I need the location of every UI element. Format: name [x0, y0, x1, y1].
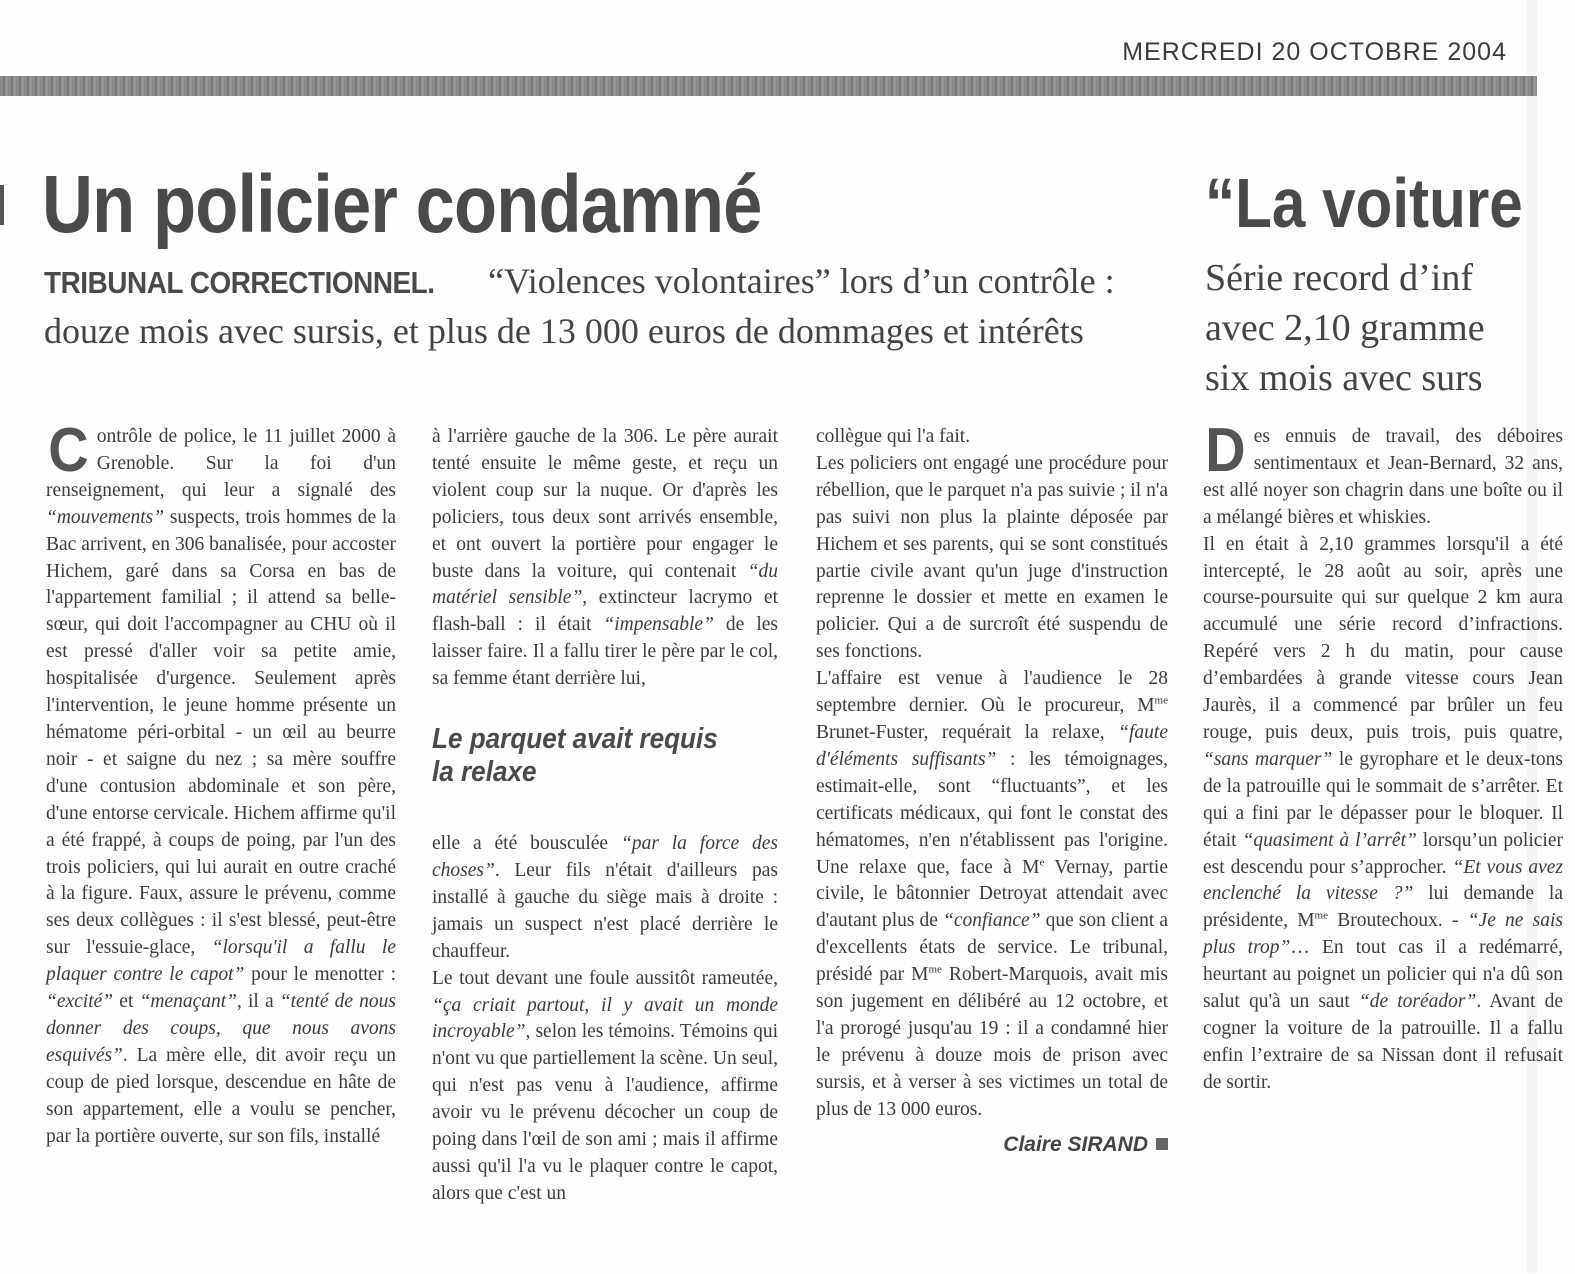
side-article-deck	[1205, 253, 1537, 403]
issue-date: MERCREDI 20 OCTOBRE 2004	[1122, 38, 1507, 66]
header-band	[0, 76, 1537, 96]
article-subhead: Le parquet avait requis la relaxe	[432, 723, 718, 789]
quoted-italic-text: “confiance”	[943, 910, 1041, 932]
article-paragraph	[46, 416, 397, 1150]
body-text: pour le menotter :	[244, 964, 397, 986]
superscript-text: e	[1039, 856, 1045, 868]
article-paragraph	[816, 424, 1168, 451]
body-text: L'affaire est venue à l'audience le 28 septembre dernier. Où le procureur, M	[816, 668, 1168, 717]
body-text: ontrôle de police, le 11 juillet 2000 à Grenoble. Sur la foi d'un renseignement, qui leur a signalé des	[46, 426, 396, 501]
quoted-italic-text: “quasiment à l’arrêt”	[1242, 829, 1417, 851]
quoted-italic-text: “du matériel sensible”	[432, 560, 778, 609]
body-text: à l'arrière gauche de la 306. Le père aurait tenté ensuite le même geste, et reçu un violent coup sur la nuque. Or d'après les policiers, tous deux sont arrivés ensemble, et ont ouvert la portière pour engager le buste dans la voiture, qui contenait	[432, 426, 778, 582]
quoted-italic-text: “Et vous avez enclenché la vitesse ?”	[1203, 856, 1563, 905]
body-text: Les policiers ont engagé une procédure pour rébellion, que le parquet n'a pas suivie ; il n'a pas suivi non plus la plainte déposée par Hichem et ses parents, qui se sont constitués partie civile avant qu'un juge d'instruction reprenne le dossier et mette en examen le policier. Qui a de surcroît été suspendu de ses fonctions.	[816, 452, 1168, 663]
quoted-italic-text: “menaçant”	[139, 991, 237, 1013]
article-paragraph	[432, 831, 778, 966]
quoted-italic-text: “par la force des choses”	[432, 833, 778, 881]
body-text: Brunet-Fuster, requérait la relaxe,	[816, 721, 1119, 743]
side-article-headline	[1205, 160, 1537, 250]
body-text: de les laisser faire. Il a fallu tirer le père par le col, sa femme étant derrière lui,	[432, 614, 778, 690]
article-paragraph	[432, 966, 778, 1208]
body-text: suspects, trois hommes de la Bac arrivent, en 306 banalisée, pour accoster Hichem, garé dans sa Corsa en bas de l'appartement familial ; il attend sa belle-sœur, qui doit l'accompagner au CHU où il est pressé d'aller voir sa petite amie, hospitalisée d'urgence. Seulement après l'intervention, le jeune homme présente un hématome péri-orbital - un œil au beurre noir - et saigne du nez ; sa mère souffre d'une contusion abdominale et son père, d'une entorse cervicale. Hichem affirme qu'il a été frappé, à coups de poing, par l'un des trois policiers, qui lui aurait en outre craché à la figure. Faux, assure le prévenu, comme ses deux collègues : il s'est blessé, peut-être sur l'essuie-glace,	[46, 506, 396, 959]
article-kicker: TRIBUNAL CORRECTIONNEL.	[44, 265, 435, 300]
body-text: Robert-Marquois, avait mis son jugement en délibéré au 12 octobre, et l'a prorogé jusqu'au 19 : il a condamné hier le prévenu à douze mois de prison avec sursis, et à verser à ses victimes un total de plus de 13 000 euros.	[816, 964, 1168, 1120]
article-column-3	[816, 424, 1168, 1158]
superscript-text: me	[1154, 694, 1168, 707]
article-paragraph	[432, 424, 778, 693]
body-text: : les témoignages, estimait-elle, sont “fluctuants”, et les certificats médicaux, qui font le constat des hématomes, n'en n'établissent pas l'origine. Une relaxe que, face à M	[816, 748, 1168, 878]
article-paragraph	[816, 666, 1168, 1123]
body-text: Il en était à 2,10 grammes lorsqu'il a été intercepté, le 28 août au soir, après une course-poursuite qui sur quelque 2 km aura accumulé une série record d’infractions. Repéré vers 2 h du matin, pour cause d’embardées à grande vitesse cours Jean Jaurès, il a commencé par brûler un feu rouge, puis deux, puis trois, puis quatre,	[1203, 533, 1563, 743]
byline	[816, 1132, 1168, 1159]
side-article-column	[1203, 416, 1564, 1274]
quoted-italic-text: “faute d'éléments suffisants”	[816, 721, 1168, 770]
drop-cap: C	[48, 416, 89, 485]
quoted-italic-text: “mouvements”	[46, 506, 165, 528]
column-edge-mark	[0, 185, 4, 225]
body-text: . Avant de cogner la voiture de la patrouille. Il a fallu enfin l’extraire de sa Nissan dont il refusait de sortir.	[1203, 991, 1563, 1093]
body-text: … En tout cas il a redémarré, heurtant au poignet un policier qui n'a dû son salut qu'à un saut	[1203, 937, 1564, 1013]
quoted-italic-text: “tenté de nous donner des coups, que nous avons esquivés”	[46, 991, 397, 1066]
body-text: . Leur fils n'était d'ailleurs pas installé à gauche du siège mais à droite : jamais un suspect n'est placé derrière le chauffeur.	[432, 859, 778, 962]
body-text: lui demande la présidente, M	[1203, 883, 1564, 932]
body-text: , selon les témoins. Témoins qui n'ont vu que partiellement la scène. Un seul, qui n'est pas venu à l'audience, affirme avoir vu le prévenu décocher un coup de poing dans l'œil de son ami ; mais il affirme aussi qu'il l'a vu le plaquer contre le capot, alors que c'est un	[432, 1021, 778, 1204]
article-column-2	[432, 424, 778, 1208]
quoted-italic-text: “excité”	[46, 991, 114, 1013]
body-text: Le tout devant une foule aussitôt rameutée,	[432, 967, 778, 989]
drop-cap: D	[1205, 416, 1246, 485]
body-text: collègue qui l'a fait.	[816, 426, 971, 447]
quoted-italic-text: “sans marquer”	[1203, 748, 1333, 770]
article-paragraph	[1203, 416, 1563, 532]
article-paragraph	[816, 451, 1168, 666]
body-text: Broutechoux. -	[1328, 910, 1468, 932]
author-name: Claire SIRAND	[1003, 1132, 1148, 1156]
article-paragraph	[1203, 532, 1563, 1097]
side-headline-text: “La voiture	[1205, 164, 1523, 242]
side-deck-line: Série record d’inf	[1205, 257, 1473, 299]
quoted-italic-text: “impensable”	[603, 614, 714, 636]
body-text: et	[113, 991, 140, 1013]
end-mark-icon	[1156, 1138, 1168, 1150]
article-headline: Un policier condamné	[42, 159, 762, 250]
quoted-italic-text: “Je ne sais plus trop”	[1203, 910, 1563, 959]
body-text: Vernay, partie civile, le bâtonnier Detroyat attendait avec d'autant plus de	[816, 856, 1168, 932]
body-text: que son client a d'excellents états de service. Le tribunal, présidé par M	[816, 910, 1168, 986]
quoted-italic-text: “ça criait partout, il y avait un monde incroyable”	[432, 994, 778, 1043]
superscript-text: me	[928, 963, 942, 976]
quoted-italic-text: “lorsqu'il a fallu le plaquer contre le capot”	[46, 937, 396, 986]
body-text: , il a	[237, 991, 280, 1013]
body-text: le gyrophare et le deux-tons de la patrouille qui le sommait de s’arrêter. Et qui a fini par le dépasser pour le bloquer. Il était	[1203, 748, 1563, 851]
body-text: elle a été bousculée	[432, 833, 621, 855]
body-text: . La mère elle, dit avoir reçu un coup de pied lorsque, descendue en hâte de son appartement, elle a voulu se pencher, par la portière ouverte, sur son fils, installé	[46, 1044, 396, 1147]
quoted-italic-text: “de toréador”	[1358, 991, 1477, 1013]
superscript-text: me	[1314, 909, 1328, 922]
side-deck-line: six mois avec surs	[1205, 357, 1483, 399]
body-text: es ennuis de travail, des déboires sentimentaux et Jean-Bernard, 32 ans, est allé noyer son chagrin dans une boîte ou il a mélangé bières et whiskies.	[1203, 426, 1563, 528]
body-text: lorsqu’un policier est descendu pour s’approcher.	[1203, 829, 1563, 878]
side-deck-line: avec 2,10 gramme	[1205, 307, 1485, 349]
article-column-1	[46, 416, 397, 1150]
article-deck-text: “Violences volontaires” lors d’un contrôle : douze mois avec sursis, et plus de 13 000 euros de dommages et intérêts	[44, 261, 1115, 351]
article-deck	[44, 257, 1144, 355]
body-text: , extincteur lacrymo et flash-ball : il était	[432, 587, 778, 636]
